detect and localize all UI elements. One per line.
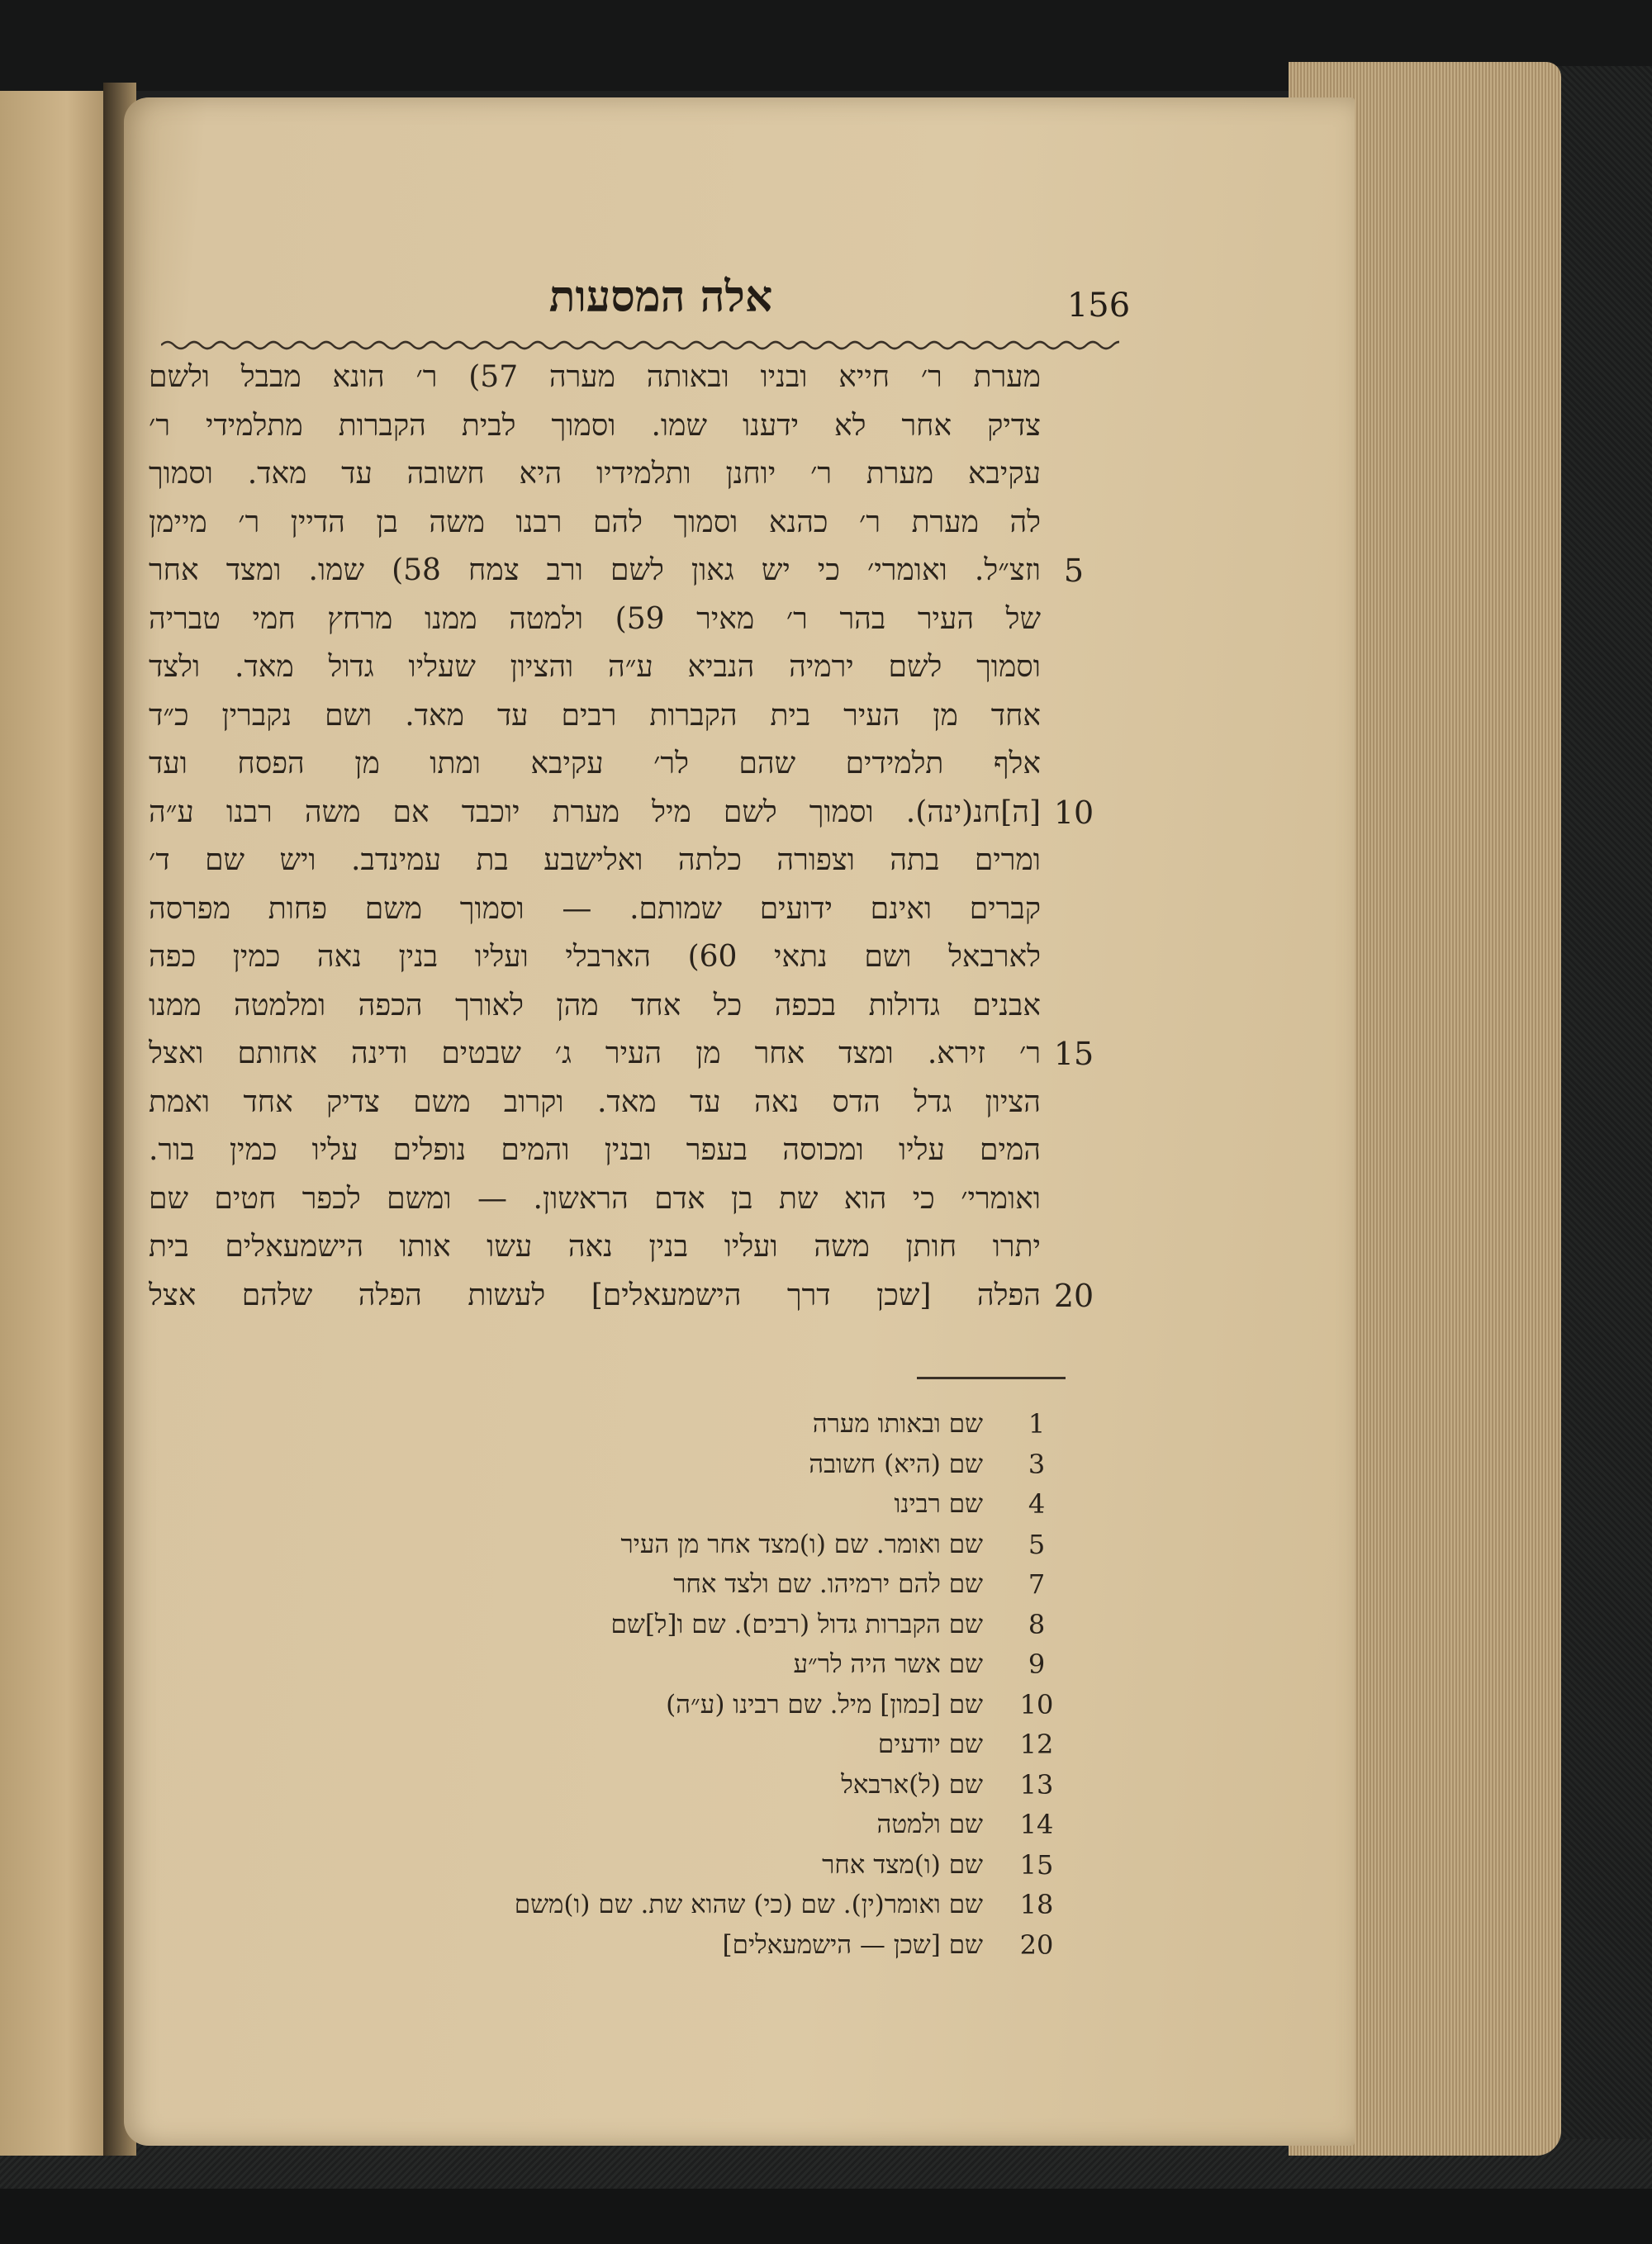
footnote-rule <box>917 1377 1066 1379</box>
footnote <box>297 1644 1082 1684</box>
body-line: ר׳ זירא. ומצד אחר מן העיר ג׳ שבטים ודינה אחותם ואצל <box>149 1037 1041 1070</box>
body-line: [ה]חנ(ינה). וסמוך לשם מיל מערת יוכבד אם משה רבנו ע״ה <box>149 795 1041 829</box>
body-line: מערת ר׳ חייא ובניו ובאותה מערה 57) ר׳ הונא מבבל ולשם <box>149 360 1041 394</box>
footnote-text: שם [כמון] מיל. שם רבינו (ע״ה) <box>666 1689 983 1720</box>
line-number: 15 <box>1053 1036 1094 1072</box>
footnote <box>297 1445 1082 1484</box>
footnote-number: 5 <box>1028 1528 1046 1560</box>
footnote-number: 10 <box>1019 1688 1054 1720</box>
body-line: קברים ואינם ידועים שמותם. — וסמוך משם פחות מפרסה <box>149 891 1041 926</box>
line-number: 10 <box>1053 794 1094 831</box>
main-text <box>149 347 1041 1371</box>
body-line: צדיק אחר לא ידענו שמו. וסמוך לבית הקברות מתלמידי ר׳ <box>149 408 1041 443</box>
footnote-number: 18 <box>1019 1889 1054 1920</box>
footnote-text: שם להם ירמיהו. שם ולצד אחר <box>673 1569 983 1599</box>
footnote-number: 14 <box>1019 1809 1054 1840</box>
footnote-number: 1 <box>1028 1408 1046 1440</box>
footnote <box>297 1805 1082 1844</box>
footnote-text: שם רבינו <box>894 1489 983 1519</box>
body-line: וזצ״ל. ואומרי׳ כי יש גאון לשם ורב צמח 58) שמו. ומצד אחר <box>149 553 1041 587</box>
footnote-text: שם (ו)מצד אחר <box>822 1849 983 1880</box>
body-line: אבנים גדולות בכפה כל אחד מהן לאורך הכפה ומלמטה ממנו <box>149 988 1041 1022</box>
footnote-text: שם יודעים <box>877 1729 983 1759</box>
footnote-text: שם ולמטה <box>876 1810 983 1839</box>
footnote-text: שם [שכן — הישמעאלים] <box>722 1929 983 1960</box>
footnote <box>297 1564 1082 1604</box>
body-line: וסמוך לשם ירמיה הנביא ע״ה והציון שעליו גדול מאד. ולצד <box>149 650 1041 684</box>
body-line: יתרו חותן משה ועליו בנין נאה עשו אותו הישמעאלים בית <box>149 1230 1041 1264</box>
footnote <box>297 1885 1082 1924</box>
footnote-number: 13 <box>1019 1768 1054 1800</box>
body-line: אלף תלמידים שהם לר׳ עקיבא ומתו מן הפסח ועד <box>149 747 1041 780</box>
line-number: 20 <box>1053 1277 1094 1314</box>
page-number: 156 <box>1066 287 1131 325</box>
footnote-text: שם ואומר(ין). שם (כי) שהוא שת. שם (ו)משם <box>514 1890 983 1919</box>
body-line: לה מערת ר׳ כהנא וסמוך להם רבנו משה בן הדיין ר׳ מיימן <box>149 505 1041 539</box>
footnote-text: שם (ל)ארבאל <box>841 1769 983 1800</box>
body-line: של העיר בהר ר׳ מאיר 59) ולמטה ממנו מרחץ חמי טבריה <box>149 601 1041 636</box>
footnote-number: 4 <box>1028 1488 1046 1520</box>
body-line: אחד מן העיר בית הקברות רבים עד מאד. ושם נקברין כ״ד <box>149 698 1041 733</box>
footnote-number: 9 <box>1028 1649 1046 1680</box>
body-line: עקיבא מערת ר׳ יוחנן ותלמידיו היא חשובה עד מאד. וסמוך <box>149 457 1041 491</box>
footnote <box>297 1685 1082 1725</box>
footnote-text: שם ובאותו מערה <box>812 1409 983 1439</box>
book-cover-right <box>1553 66 1652 2244</box>
footnote-number: 3 <box>1028 1448 1046 1480</box>
background-strip <box>0 2189 1652 2244</box>
footnote-number: 8 <box>1028 1608 1046 1640</box>
footnote-number: 20 <box>1019 1929 1054 1961</box>
footnote-number: 12 <box>1019 1729 1054 1760</box>
footnote-text: שם ואומר. שם (ו)מצד אחר מן העיר <box>620 1529 983 1559</box>
footnote <box>297 1925 1082 1965</box>
footnote-text: שם אשר היה לר״ע <box>793 1649 983 1679</box>
body-line: המים עליו ומכוסה בעפר ובנין והמים נופלים עליו כמין בור. <box>149 1133 1041 1167</box>
footnote-text: שם (היא) חשובה <box>809 1449 983 1479</box>
footnotes <box>297 1404 1082 1974</box>
footnote <box>297 1605 1082 1644</box>
facing-page <box>0 91 112 2156</box>
footnote-text: שם הקברות גדול (רבים). שם ו[ל]שם <box>610 1609 983 1639</box>
line-number: 5 <box>1063 553 1085 589</box>
body-line: ואומרי׳ כי הוא שת בן אדם הראשון. — ומשם לכפר חטים שם <box>149 1181 1041 1216</box>
footnote <box>297 1484 1082 1524</box>
body-line: ומרים בתה וצפורה כלתה ואלישבע בת עמינדב. ויש שם ד׳ <box>149 843 1041 877</box>
footnote <box>297 1765 1082 1805</box>
footnote-number: 15 <box>1019 1848 1054 1881</box>
footnote <box>297 1404 1082 1444</box>
body-line: הפלה [שכן דרך הישמעאלים] לעשות הפלה שלהם אצל <box>149 1278 1041 1312</box>
running-title: אלה המסעות <box>548 272 773 322</box>
body-line: הציון גדל הדס נאה עד מאד. וקרוב משם צדיק אחד ואמת <box>149 1084 1041 1119</box>
footnote-number: 7 <box>1028 1568 1046 1600</box>
footnote <box>297 1525 1082 1564</box>
footnote <box>297 1725 1082 1764</box>
body-line: לארבאל ושם נתאי 60) הארבלי ועליו בנין נאה כמין כפה <box>149 940 1041 974</box>
footnote <box>297 1845 1082 1885</box>
